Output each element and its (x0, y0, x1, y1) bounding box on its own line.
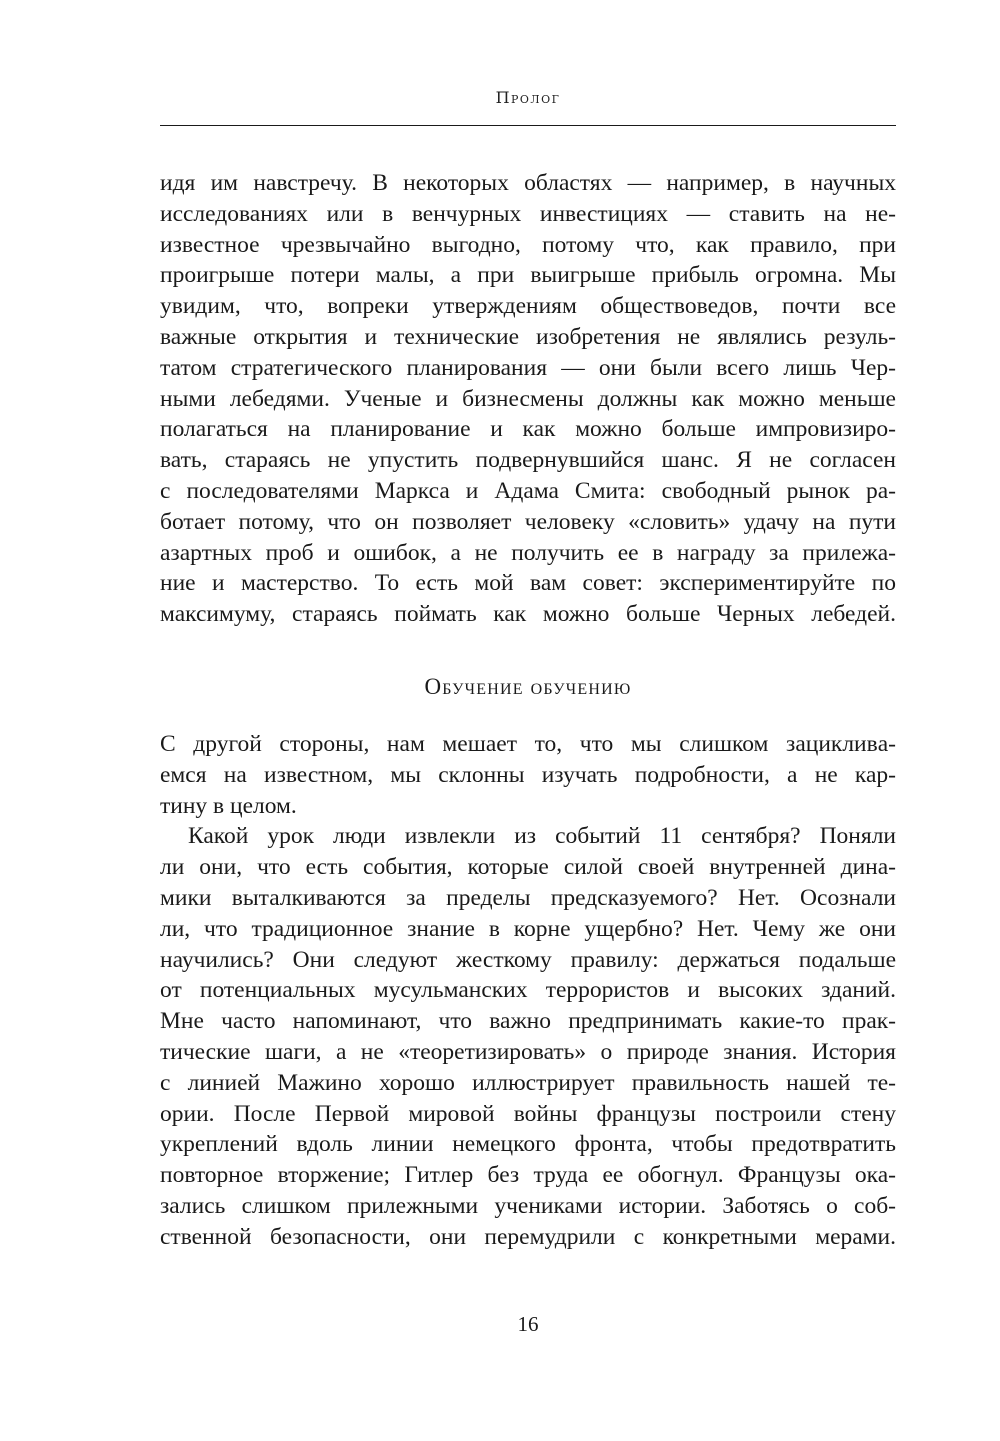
text-line: от потенциальных мусульманских террористов и высоких зданий. (160, 977, 896, 1004)
text-line: емся на известном, мы склонны изучать подробности, а не кар- (160, 761, 896, 788)
text-line: идя им навстречу. В некоторых областях — например, в научных (160, 170, 896, 196)
text-line: ли они, что есть события, которые силой своей внутренней дина- (160, 854, 896, 881)
text-line: научились? Они следуют жесткому правилу: держаться подальше (160, 946, 896, 973)
text-line: ными лебедями. Ученые и бизнесмены должны как можно меньше (160, 385, 896, 412)
text-line: проигрыше потери малы, а при выигрыше прибыль огромна. Мы (160, 262, 896, 289)
text-line: повторное вторжение; Гитлер без труда ее обогнул. Французы ока- (160, 1162, 896, 1189)
running-head: Пролог (495, 88, 561, 107)
text-line: мики выталкиваются за пределы предсказуемого? Нет. Осознали (160, 884, 896, 911)
text-line: зались слишком прилежными учениками истории. Заботясь о соб- (160, 1192, 896, 1219)
text-line: известное чрезвычайно выгодно, потому что, как правило, при (160, 231, 896, 258)
header-rule (160, 125, 896, 126)
section-heading: Обучение обучению (424, 674, 632, 699)
text-line: ботает потому, что он позволяет человеку «словить» удачу на пути (160, 508, 896, 535)
text-line: с последователями Маркса и Адама Смита: свободный рынок ра- (160, 477, 896, 504)
paragraph-2-3 (160, 729, 896, 1253)
text-line: ственной безопасности, они перемудрили с конкретными мерами. (160, 1223, 896, 1250)
paragraph-1 (160, 168, 896, 630)
text-line: тину в целом. (160, 792, 297, 819)
text-line: полагаться на планирование и как можно больше импровизиро- (160, 416, 896, 443)
text-line: тические шаги, а не «теоретизировать» о природе знания. История (160, 1038, 896, 1065)
text-line: ние и мастерство. То есть мой вам совет: экспериментируйте по (160, 570, 896, 597)
text-line: с линией Мажино хорошо иллюстрирует правильность нашей те- (160, 1069, 896, 1096)
text-line: увидим, что, вопреки утверждениям обществоведов, почти все (160, 293, 896, 320)
text-line: азартных проб и ошибок, а не получить ее в награду за прилежа- (160, 539, 896, 566)
text-line: Какой урок люди извлекли из событий 11 сентября? Поняли (188, 823, 896, 850)
text-line: важные открытия и технические изобретения не являлись резуль- (160, 323, 896, 350)
text-line: укреплений вдоль линии немецкого фронта, чтобы предотвратить (160, 1131, 896, 1158)
text-line: исследованиях или в венчурных инвестициях — ставить на не- (160, 200, 896, 227)
text-line: максимуму, стараясь поймать как можно больше Черных лебедей. (160, 601, 896, 628)
text-line: вать, стараясь не упустить подвернувшийся шанс. Я не согласен (160, 447, 896, 474)
text-line: Мне часто напоминают, что важно предпринимать какие-то прак- (160, 1008, 896, 1035)
text-line: С другой стороны, нам мешает то, что мы слишком зацикливa- (160, 731, 896, 757)
text-line: татом стратегического планирования — они были всего лишь Чер- (160, 354, 896, 381)
page-number: 16 (517, 1312, 539, 1336)
text-line: ории. После Первой мировой войны французы построили стену (160, 1100, 896, 1127)
text-line: ли, что традиционное знание в корне ущербно? Нет. Чему же они (160, 915, 896, 942)
